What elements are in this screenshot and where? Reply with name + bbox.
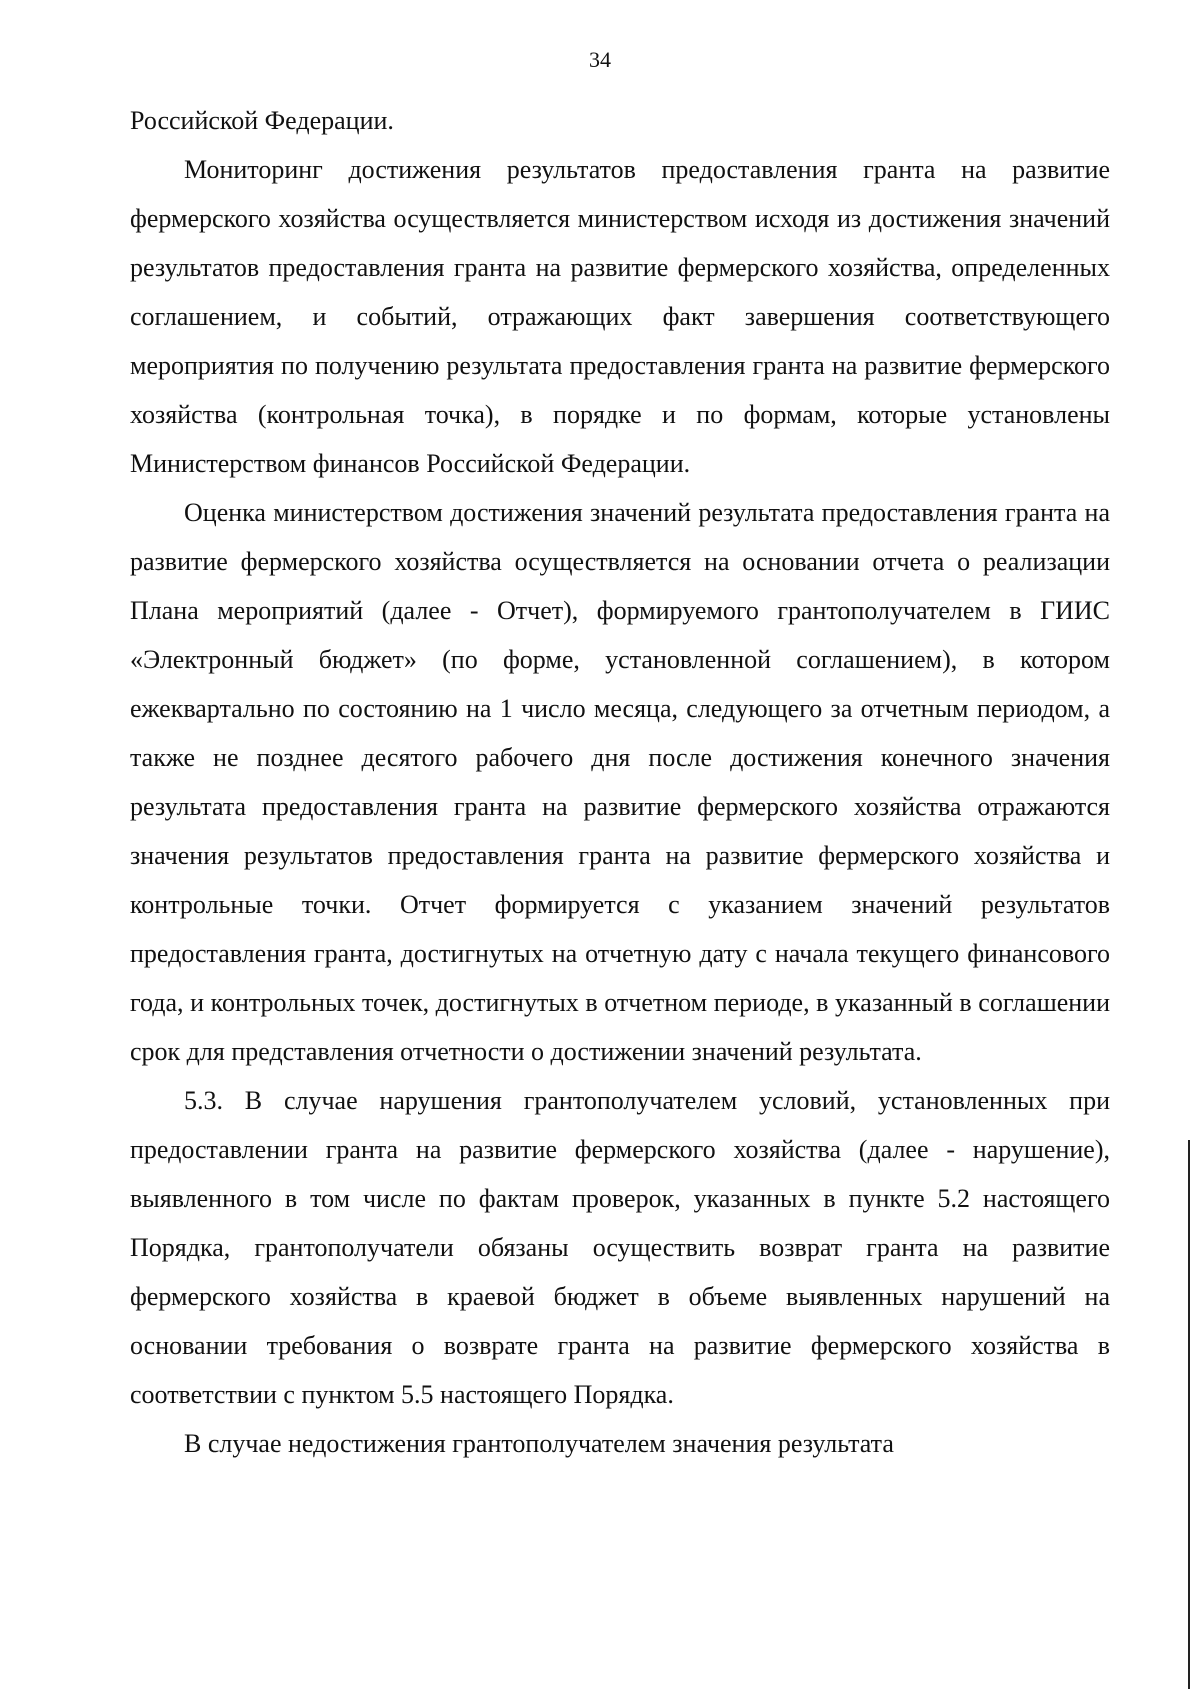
scan-edge-line xyxy=(1188,1140,1190,1689)
document-body xyxy=(130,96,1110,1468)
page-number: 34 xyxy=(589,47,611,72)
paragraph-monitoring: Мониторинг достижения результатов предоставления гранта на развитие фермерского хозяйства осуществляется министерством исходя из достижения значений результатов предоставления гранта на развитие фермерского хозяйства, определенных соглашением, и событий, отражающих факт завершения соответствующего мероприятия по получению результата предоставления гранта на развитие фермерского хозяйства (контрольная точка), в порядке и по формам, которые установлены Министерством финансов Российской Федерации. xyxy=(130,155,1110,478)
paragraph-assessment: Оценка министерством достижения значений результата предоставления гранта на развитие фермерского хозяйства осуществляется на основании отчета о реализации Плана мероприятий (далее - Отчет), формируемого грантополучателем в ГИИС «Электронный бюджет» (по форме, установленной соглашением), в котором ежеквартально по состоянию на 1 число месяца, следующего за отчетным периодом, а также не позднее десятого рабочего дня после достижения конечного значения результата предоставления гранта на развитие фермерского хозяйства отражаются значения результатов предоставления гранта на развитие фермерского хозяйства и контрольные точки. Отчет формируется с указанием значений результатов предоставления гранта, достигнутых на отчетную дату с начала текущего финансового года, и контрольных точек, достигнутых в отчетном периоде, в указанный в соглашении срок для представления отчетности о достижении значений результата. xyxy=(130,498,1110,1066)
paragraph-continuation: Российской Федерации. xyxy=(130,106,394,135)
paragraph-non-achievement: В случае недостижения грантополучателем значения результата xyxy=(184,1429,894,1458)
paragraph-section-5-3: 5.3. В случае нарушения грантополучателем условий, установленных при предоставлении гранта на развитие фермерского хозяйства (далее - нарушение), выявленного в том числе по фактам проверок, указанных в пункте 5.2 настоящего Порядка, грантополучатели обязаны осуществить возврат гранта на развитие фермерского хозяйства в краевой бюджет в объеме выявленных нарушений на основании требования о возврате гранта на развитие фермерского хозяйства в соответствии с пунктом 5.5 настоящего Порядка. xyxy=(130,1086,1110,1409)
